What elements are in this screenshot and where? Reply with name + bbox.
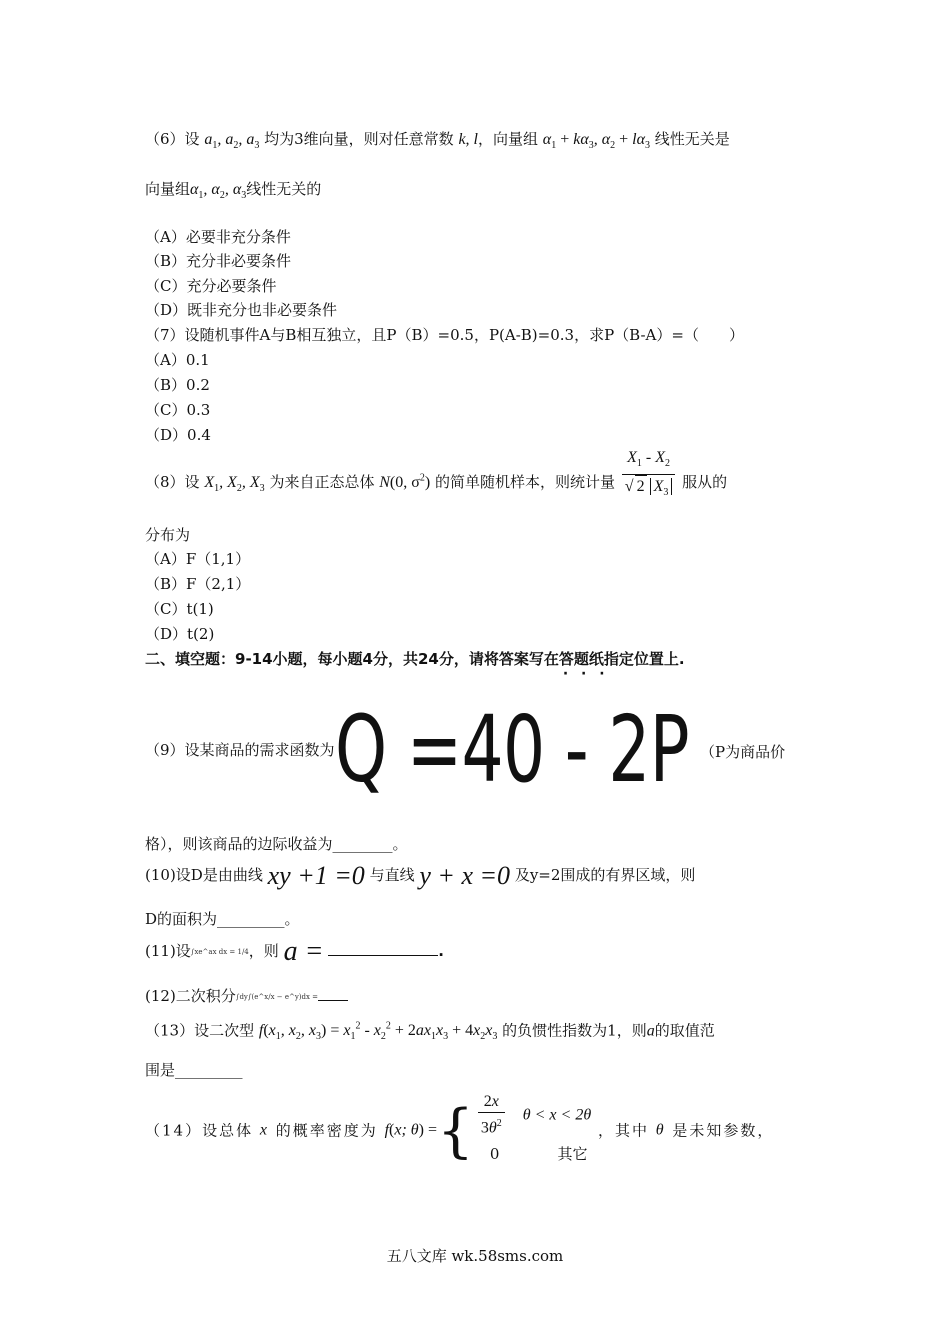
q7-option-b: （B）0.2 <box>145 376 210 394</box>
q8-option-d: （D）t(2) <box>145 625 215 643</box>
q13-line1: （13）设二次型 $f(x_1$, $x_2$, $x_3) = x_1^2 - x_2^2 + 2ax_1x_3 + 4x_2x_3$ 的负惯性指数为1，则a的取值范 <box>145 1021 715 1043</box>
q8-normal-dist: N(0, $\sigma^2$) <box>379 472 431 492</box>
q13-quadratic-form: $f(x_1$, $x_2$, $x_3) = x_1^2 - x_2^2 + 2ax_1x_3 + 4x_2x_3$ <box>258 1021 498 1043</box>
q11-answer-label: a = <box>283 936 324 967</box>
q6-vector-group-1: $\alpha_1 + k\alpha_3$, $\alpha_2 + l\alpha_3$ <box>542 131 650 152</box>
q14-brace: { <box>437 1096 476 1165</box>
q9-suffix: （P为商品价 <box>700 743 786 761</box>
q7-option-d: （D）0.4 <box>145 426 211 444</box>
q6-option-d: （D）既非充分也非必要条件 <box>145 301 338 319</box>
section-2-title: 二、填空题：9-14小题，每小题4分，共24分，请将答案写在答题纸 · · ·指定位置上. <box>145 648 810 670</box>
q8-samples: $X_1$, $X_2$, $X_3$ <box>204 474 265 495</box>
q7-option-a: （A）0.1 <box>145 351 210 369</box>
q14-density-label: f(x; θ) = <box>384 1121 437 1139</box>
q8-line2: 分布为 <box>145 526 191 544</box>
q6-option-a: （A）必要非充分条件 <box>145 228 291 246</box>
q9-line1: （9）设某商品的需求函数为Q =40 - 2P <box>145 696 689 803</box>
q8-option-c: （C）t(1) <box>145 600 214 618</box>
q6-line1: （6）设 $a_1$, $a_2$, $a_3$ 均为3维向量，则对任意常数 k, l，向量组 $\alpha_1 + k\alpha_3$, $\alpha_2 + l\alpha_3$ 线性无关是 <box>145 130 730 152</box>
q14-density-cases: $\frac{2x}{3\theta^2}$ θ < x < 2θ 0 其它 <box>476 1092 591 1169</box>
q9-demand-equation: Q =40 - 2P <box>334 696 689 803</box>
q6-vectors-a: $a_1$, $a_2$, $a_3$ <box>204 131 260 152</box>
q10-line-equation: y + x =0 <box>419 861 511 890</box>
q12-integral: ∫dy∫(e^x/x − e^y)dx = <box>235 993 319 1001</box>
footer-watermark: 五八文库 wk.58sms.com <box>386 1247 564 1265</box>
q12-line: (12)二次积分∫dy∫(e^x/x − e^y)dx = <box>145 985 810 1008</box>
q7-option-c: （C）0.3 <box>145 401 211 419</box>
q8-statistic: $\frac{X_1 - X_2}{√ 2 X_3}$ <box>622 448 676 504</box>
q11-answer-blank <box>328 941 438 956</box>
q13-line2: 围是_________ <box>145 1061 243 1079</box>
q10-curve-equation: xy +1 =0 <box>267 861 365 890</box>
q11-integral: ∫xe^ax dx = 1/4 <box>190 948 249 956</box>
q6-option-c: （C）充分必要条件 <box>145 277 277 295</box>
q6-vector-group-2: $\alpha_1$, $\alpha_2$, $\alpha_3$ <box>190 181 247 202</box>
q6-constants: k, l <box>458 131 478 148</box>
q6-option-b: （B）充分非必要条件 <box>145 252 292 270</box>
q8-option-a: （A）F（1,1） <box>145 550 251 568</box>
q6-line2: 向量组$\alpha_1$, $\alpha_2$, $\alpha_3$线性无关的 <box>145 180 322 202</box>
q9-line2: 格），则该商品的边际收益为________。 <box>145 835 408 853</box>
q11-line: (11)设∫xe^ax dx = 1/4，则 a = . <box>145 936 444 967</box>
q8-option-b: （B）F（2,1） <box>145 575 251 593</box>
q10-line2: D的面积为_________。 <box>145 910 300 928</box>
q8-line1: （8）设 $X_1$, $X_2$, $X_3$ 为来自正态总体 N(0, $\sigma^2$) 的简单随机样本，则统计量 $\frac{X_1 - X_2}{√ 2 X_3}$ 服从的 <box>145 462 810 510</box>
q7-stem: （7）设随机事件A与B相互独立，且P（B）=0.5，P(A-B)=0.3，求P（B-A）=（ ） <box>145 326 744 344</box>
q14-line: （14）设总体 x 的概率密度为 f(x; θ) ={ $\frac{2x}{3\theta^2}$ θ < x < 2θ 0 其它 ，其中 θ 是未知参数， <box>145 1092 810 1172</box>
q10-line1: (10)设D是由曲线 xy +1 =0 与直线 y + x =0 及y=2围成的有界区域，则 <box>145 861 696 890</box>
q12-answer-blank <box>318 994 348 1001</box>
section-2-emphasis: 答题纸 · · · <box>559 650 604 668</box>
